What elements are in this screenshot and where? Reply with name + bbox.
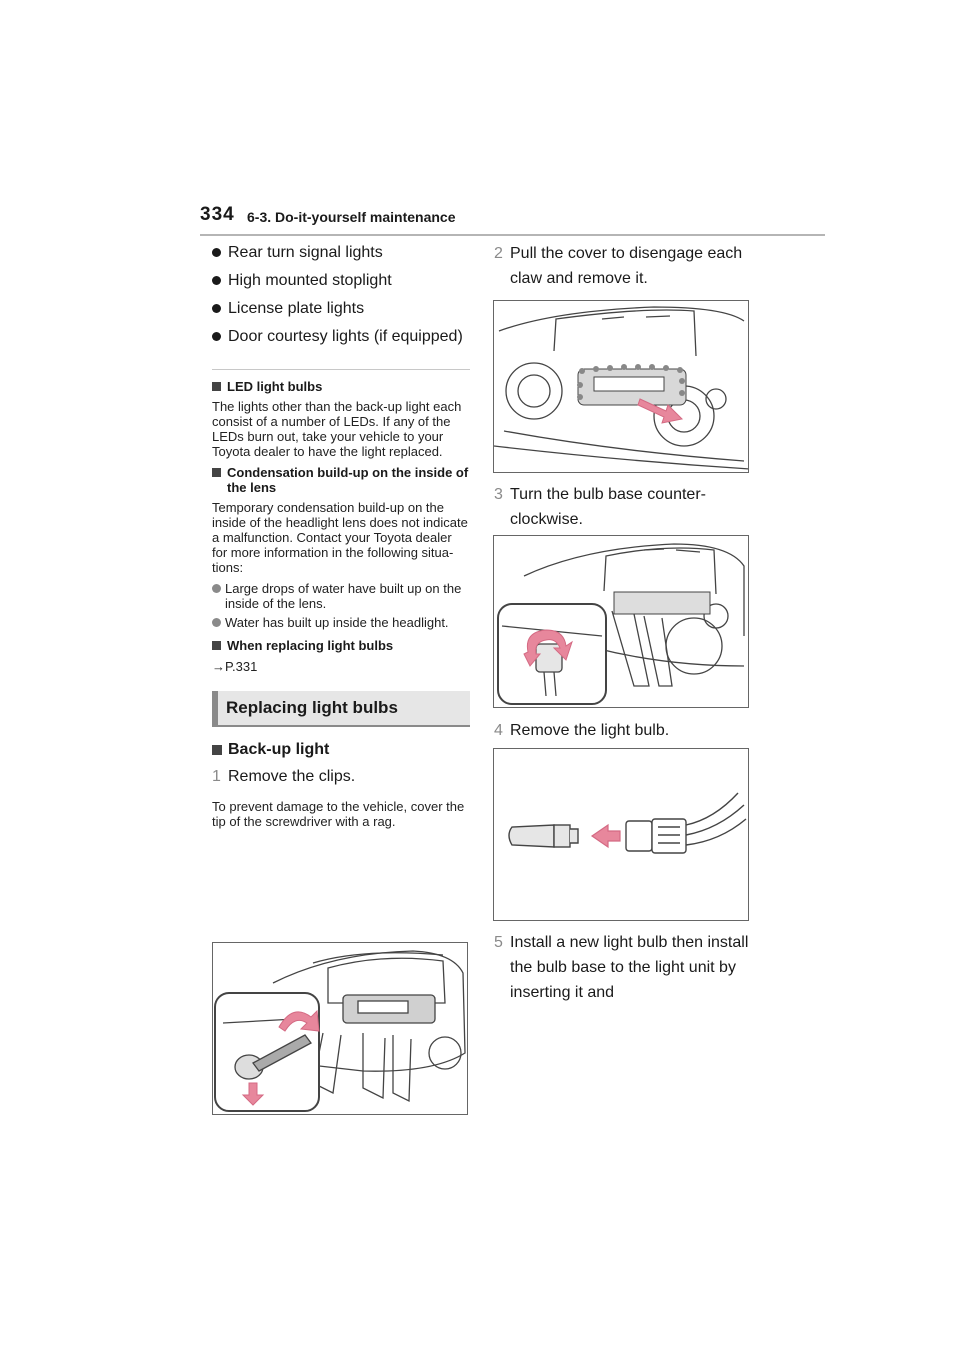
list-item-text: License plate lights xyxy=(228,300,365,317)
light-list xyxy=(212,240,470,349)
list-item-text: Rear turn signal lights xyxy=(228,244,383,261)
left-column xyxy=(212,240,470,829)
bullet-icon xyxy=(212,276,221,285)
page-number: 334 xyxy=(200,204,235,225)
list-item xyxy=(212,324,470,349)
square-bullet-icon xyxy=(212,745,222,755)
turn-bulb-base-illustration xyxy=(494,536,749,708)
figure-remove-clips xyxy=(212,942,468,1115)
note-heading-text: Condensation build-up on the inside of the lens xyxy=(227,465,469,495)
note-text-condensation: Temporary condensation build-up on the inside of the headlight lens does not indicate a malfunction. Contact your Toyota dealer for more information in the following situa-tions: xyxy=(212,500,468,575)
circle-bullet-icon xyxy=(212,618,221,627)
step-note: To prevent damage to the vehicle, cover the tip of the screwdriver with a rag. xyxy=(212,799,465,829)
step-1 xyxy=(212,764,470,789)
step-text: Install a new light bulb then install the bulb base to the light unit by inserting it and xyxy=(510,934,749,1001)
backup-light-heading xyxy=(212,740,470,760)
step-text: Turn the bulb base counter-clockwise. xyxy=(510,486,706,528)
note-heading-condensation xyxy=(212,465,470,495)
list-item-text: Door courtesy lights (if equipped) xyxy=(228,328,463,345)
step-number: 5 xyxy=(494,934,503,951)
note-bullet xyxy=(212,615,470,630)
remove-clips-illustration xyxy=(213,943,468,1115)
figure-turn-bulb-base xyxy=(493,535,749,708)
section-title-text: Replacing light bulbs xyxy=(226,698,398,717)
step-text: Pull the cover to disengage each claw and remove it. xyxy=(510,245,743,287)
page-reference-link[interactable]: →P.331 xyxy=(212,659,258,674)
bullet-icon xyxy=(212,304,221,313)
step-number: 3 xyxy=(494,486,503,503)
square-bullet-icon xyxy=(212,382,221,391)
square-bullet-icon xyxy=(212,641,221,650)
list-item xyxy=(212,268,470,293)
note-bullet-text: Large drops of water have built up on the inside of the lens. xyxy=(225,581,462,611)
note-heading-text: LED light bulbs xyxy=(227,379,323,394)
figure-pull-cover xyxy=(493,300,749,473)
note-heading-text: When replacing light bulbs xyxy=(227,638,394,653)
square-bullet-icon xyxy=(212,468,221,477)
circle-bullet-icon xyxy=(212,584,221,593)
list-item-text: High mounted stoplight xyxy=(228,272,392,289)
step-number: 4 xyxy=(494,722,503,739)
divider xyxy=(212,369,470,370)
bullet-icon xyxy=(212,332,221,341)
step-number: 2 xyxy=(494,245,503,262)
step-text: Remove the clips. xyxy=(228,768,356,785)
bullet-icon xyxy=(212,248,221,257)
step-2 xyxy=(494,241,752,291)
step-number: 1 xyxy=(212,768,221,785)
note-text-led: The lights other than the back-up light each consist of a number of LEDs. If any of the LEDs burn out, take your vehicle to your Toyota dealer to have the light replaced. xyxy=(212,399,462,459)
right-column xyxy=(494,240,752,291)
list-item xyxy=(212,240,470,265)
note-bullet xyxy=(212,581,470,611)
note-heading-replacing xyxy=(212,638,470,653)
pull-cover-illustration xyxy=(494,301,749,473)
note-heading-led xyxy=(212,379,470,394)
figure-remove-bulb xyxy=(493,748,749,921)
step-3 xyxy=(494,482,752,532)
page-header xyxy=(200,204,825,236)
list-item xyxy=(212,296,470,321)
step-4 xyxy=(494,718,752,743)
step-5 xyxy=(494,930,752,1005)
step-text: Remove the light bulb. xyxy=(510,722,670,739)
sub-heading-text: Back-up light xyxy=(228,741,330,758)
note-bullet-text: Water has built up inside the headlight. xyxy=(225,615,449,630)
remove-bulb-illustration xyxy=(494,749,749,921)
section-title-box xyxy=(212,691,470,727)
section-title: 6-3. Do-it-yourself maintenance xyxy=(247,209,456,225)
